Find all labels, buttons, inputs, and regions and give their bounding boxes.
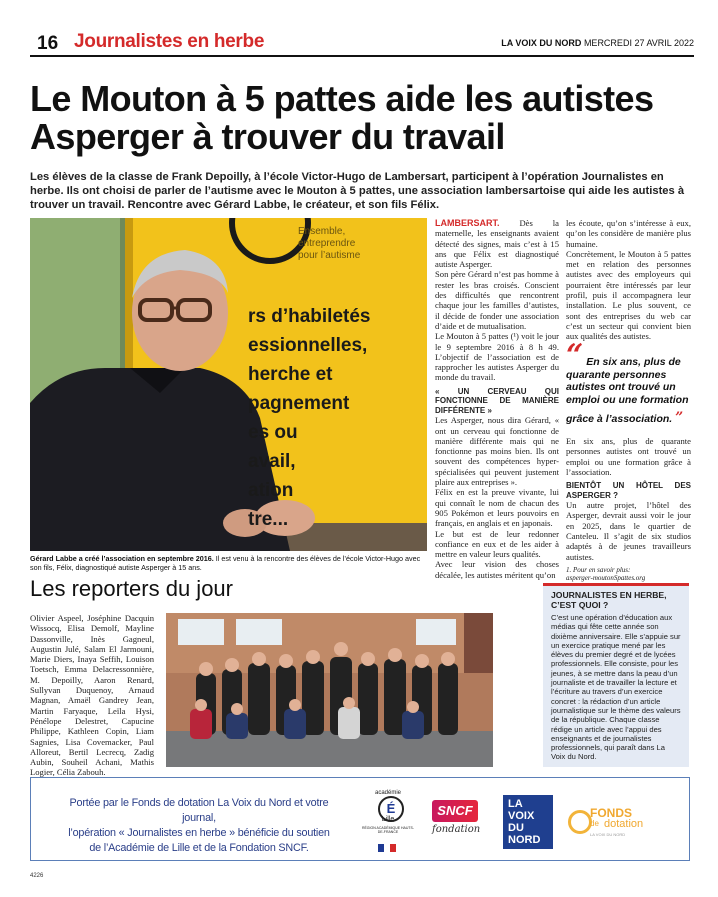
- paragraph: En six ans, plus de quarante personnes autistes ont trouvé un emploi ou une formation grâce à l’association.: [566, 436, 691, 477]
- fonds-line: FONDS: [590, 806, 632, 820]
- class-photo: [166, 613, 493, 767]
- issue-date: MERCREDI 27 AVRIL 2022: [583, 38, 694, 48]
- poster-line: herche et: [248, 364, 333, 385]
- logo-line: DU: [508, 822, 524, 834]
- paragraph: Les Asperger, nous dira Gérard, « ont un cerveau qui fonctionne de manière différente mais qui ne fonctionne pas moins bien. Ils ont souvent des compétences hyper-spécialisées qui peuvent justement plaire aux entreprises ».: [435, 415, 559, 488]
- reporters-names: Olivier Aspeel, Joséphine Dacquin Wissocq, Elisa Demolf, Mayline Dassonville, Inès Gagneul, Augustin Julé, Salam El Jarmouni, Marie Diers, Inaya Seffih, Louison Toetsch, Emma Delacressonnière, M. Depoilly, Aaron Renard, Sullyvan Duquenoy, Arnaud Magnan, Amaël Gandrey Jean, Martin Faryaque, Leïla Hysi, Pénélope Delestret, Capucine Philippe, Kathleen Copin, Liam Sagnies, Lisa Covemacker, Paul Alloreut, Bertil Lecrecq, Zadig Aubin, Souheil Achani, Mathis Logier, Célia Zabouh.: [30, 613, 154, 778]
- poster-line: tre...: [248, 509, 289, 530]
- poster-line: es ou: [248, 422, 298, 443]
- paragraph: Avec leur vision des choses décalée, les autistes méritent qu’on: [435, 559, 559, 580]
- academie-logo-top: académie: [374, 790, 401, 796]
- poster-line: ation: [248, 480, 294, 501]
- poster-line: avail,: [248, 451, 296, 472]
- sponsor-line: l’opération « Journalistes en herbe » bénéficie du soutien: [68, 827, 330, 839]
- sponsor-line: de l’Académie de Lille et de la Fondation SNCF.: [89, 842, 309, 854]
- paragraph: Dès la maternelle, les enseignants avaient détecté des signes, mais c’est à 15 ans que Félix est diagnostiqué autiste Asperger.: [435, 218, 559, 270]
- footnote: [566, 566, 691, 583]
- logo-line: VOIX: [508, 810, 535, 822]
- fonds-sub: LA VOIX DU NORD: [590, 832, 626, 837]
- subheading: BIENTÔT UN HÔTEL DES ASPERGER ?: [566, 481, 691, 500]
- paragraph: Concrètement, le Mouton à 5 pattes met en relation des personnes autistes avec des employeurs qui pourraient être intéressés par leur profil, puis il accompagnera leur installation. Le plus souvent, ce sont des entreprises du web car c’est un secteur qui convient bien aux qualités des autistes.: [566, 248, 691, 342]
- pull-quote-text: En six ans, plus de quarante personnes autistes ont trouvé un emploi ou une formation grâce à l’association.: [566, 356, 689, 425]
- poster-line: entreprendre: [298, 238, 356, 249]
- sncf-wordmark: SNCF: [432, 800, 478, 822]
- fonds-circle-icon: [568, 810, 592, 834]
- fonds-line: de: [590, 819, 599, 828]
- article-title: Le Mouton à 5 pattes aide les autistes Asperger à trouver du travail: [30, 78, 654, 157]
- poster-tagline: [298, 226, 423, 262]
- caption-rest: Il est venu à la rencontre des élèves de l’école Victor-Hugo avec son fils, Félix, diagnostiqué autiste Asperger à 15 ans.: [30, 554, 421, 572]
- paragraph: les écoute, qu’on s’intéresse à eux, qu’on les considère de manière plus humaine.: [566, 218, 691, 249]
- paper-date: [501, 38, 694, 48]
- paragraph: Son père Gérard n’est pas homme à rester les bras croisés. Conscient des difficultés que rencontrent chaque jour les familles d’autistes, il décide de fonder une association d’aide et de mutualisation.: [435, 269, 559, 331]
- poster-line: Ensemble,: [298, 226, 346, 237]
- photo-caption: [30, 554, 430, 572]
- academie-e-icon: É: [378, 796, 404, 822]
- poster-line: essionnelles,: [248, 335, 368, 356]
- academie-logo-name: Lille: [381, 816, 395, 823]
- info-box-title: JOURNALISTES EN HERBE, C’EST QUOI ?: [551, 590, 667, 610]
- article-column-2: [566, 218, 691, 342]
- poster-line: pour l’autisme: [298, 250, 361, 261]
- french-flag-icon: [378, 839, 396, 847]
- info-box: [543, 583, 689, 767]
- academie-logo: [360, 790, 416, 850]
- fonds-dotation-logo: [568, 806, 664, 844]
- academie-logo-sub: RÉGION ACADÉMIQUE HAUTS-DE-FRANCE: [361, 826, 415, 834]
- poster-line: rs d’habiletés: [248, 306, 371, 327]
- article-column-1: [435, 218, 559, 580]
- la-voix-du-nord-logo: [503, 795, 553, 849]
- caption-bold: Gérard Labbe a créé l’association en septembre 2016.: [30, 554, 214, 563]
- paragraph: Félix en est la preuve vivante, lui qui connaît le nom de chacun des 905 Pokémon et leurs pouvoirs en français, en anglais et en japonais.: [435, 487, 559, 529]
- article-column-2-bottom: [566, 436, 691, 583]
- article-lead: Les élèves de la classe de Frank Depoilly, à l’école Victor-Hugo de Lambersart, participent à l’opération Journalistes en herbe. Ils ont choisi de parler de l’autisme avec le Mouton à 5 pattes, une association lambersartoise qui aide les autistes à trouver un travail. Rencontre avec Gérard Labbe, le créateur, et son fils Félix.: [30, 171, 685, 211]
- sncf-fondation-logo: [432, 800, 480, 844]
- pull-quote: [566, 338, 694, 430]
- poster-text: [248, 302, 426, 534]
- page-number: 16: [37, 33, 59, 54]
- main-photo: [30, 218, 427, 551]
- footnote-label: 1. Pour en savoir plus:: [566, 565, 631, 574]
- paragraph: Un autre projet, l’hôtel des Asperger, devrait aussi voir le jour en 2025, dans le quartier de Canteleu. Il s’agit de six studios adaptés à de jeunes travailleurs autistes.: [566, 500, 691, 562]
- subheading: « UN CERVEAU QUI FONCTIONNE DE MANIÈRE DIFFÉRENTE »: [435, 386, 559, 415]
- paper-name: LA VOIX DU NORD: [501, 38, 582, 48]
- header-rule: [30, 55, 694, 57]
- info-box-text: C’est une opération d’éducation aux médias qui fête cette année son dixième anniversaire. Elle s’appuie sur un exercice pratique mené par les élèves du premier degré et de lycées professionnels. Elle consiste, pour les jeunes, à se mettre dans la peau d’un journaliste et de travailler la lecture et l’écriture au travers d’un exercice concret : la rédaction d’un article journalistique sur le thème des valeurs de la république. Chaque classe rédige un article avec l’appui des enseignants et de journalistes professionnels, qui paraît dans La Voix du Nord.: [551, 613, 681, 762]
- sponsor-line: Portée par le Fonds de dotation La Voix du Nord et votre journal,: [69, 797, 329, 824]
- dateline-city: LAMBERSART.: [435, 218, 500, 228]
- poster-line: pagnement: [248, 393, 350, 414]
- quote-end-icon: ”: [675, 410, 684, 426]
- paragraph: Le but est de leur redonner confiance en eux et de les aider à mettre en valeur leurs qualités.: [435, 528, 559, 560]
- class-photo-illustration: [166, 613, 493, 767]
- paragraph: Le Mouton à 5 pattes (¹) voit le jour le 9 septembre 2016 à 8 h 49. L’objectif de l’association est de rapprocher les autistes Asperger du monde du travail.: [435, 331, 559, 383]
- quote-mark-icon: “: [566, 338, 584, 373]
- footer-code: 4226: [30, 873, 44, 879]
- rubric-title: Journalistes en herbe: [74, 31, 265, 52]
- logo-line: NORD: [508, 834, 541, 846]
- sponsor-text: [58, 796, 340, 856]
- footnote-url[interactable]: asperger-moutonSpattes.org: [566, 574, 646, 583]
- fonds-line: dotation: [604, 818, 644, 830]
- sncf-fondation-text: fondation: [432, 824, 481, 835]
- reporters-title: Les reporters du jour: [30, 576, 233, 601]
- logo-line: LA: [508, 798, 523, 810]
